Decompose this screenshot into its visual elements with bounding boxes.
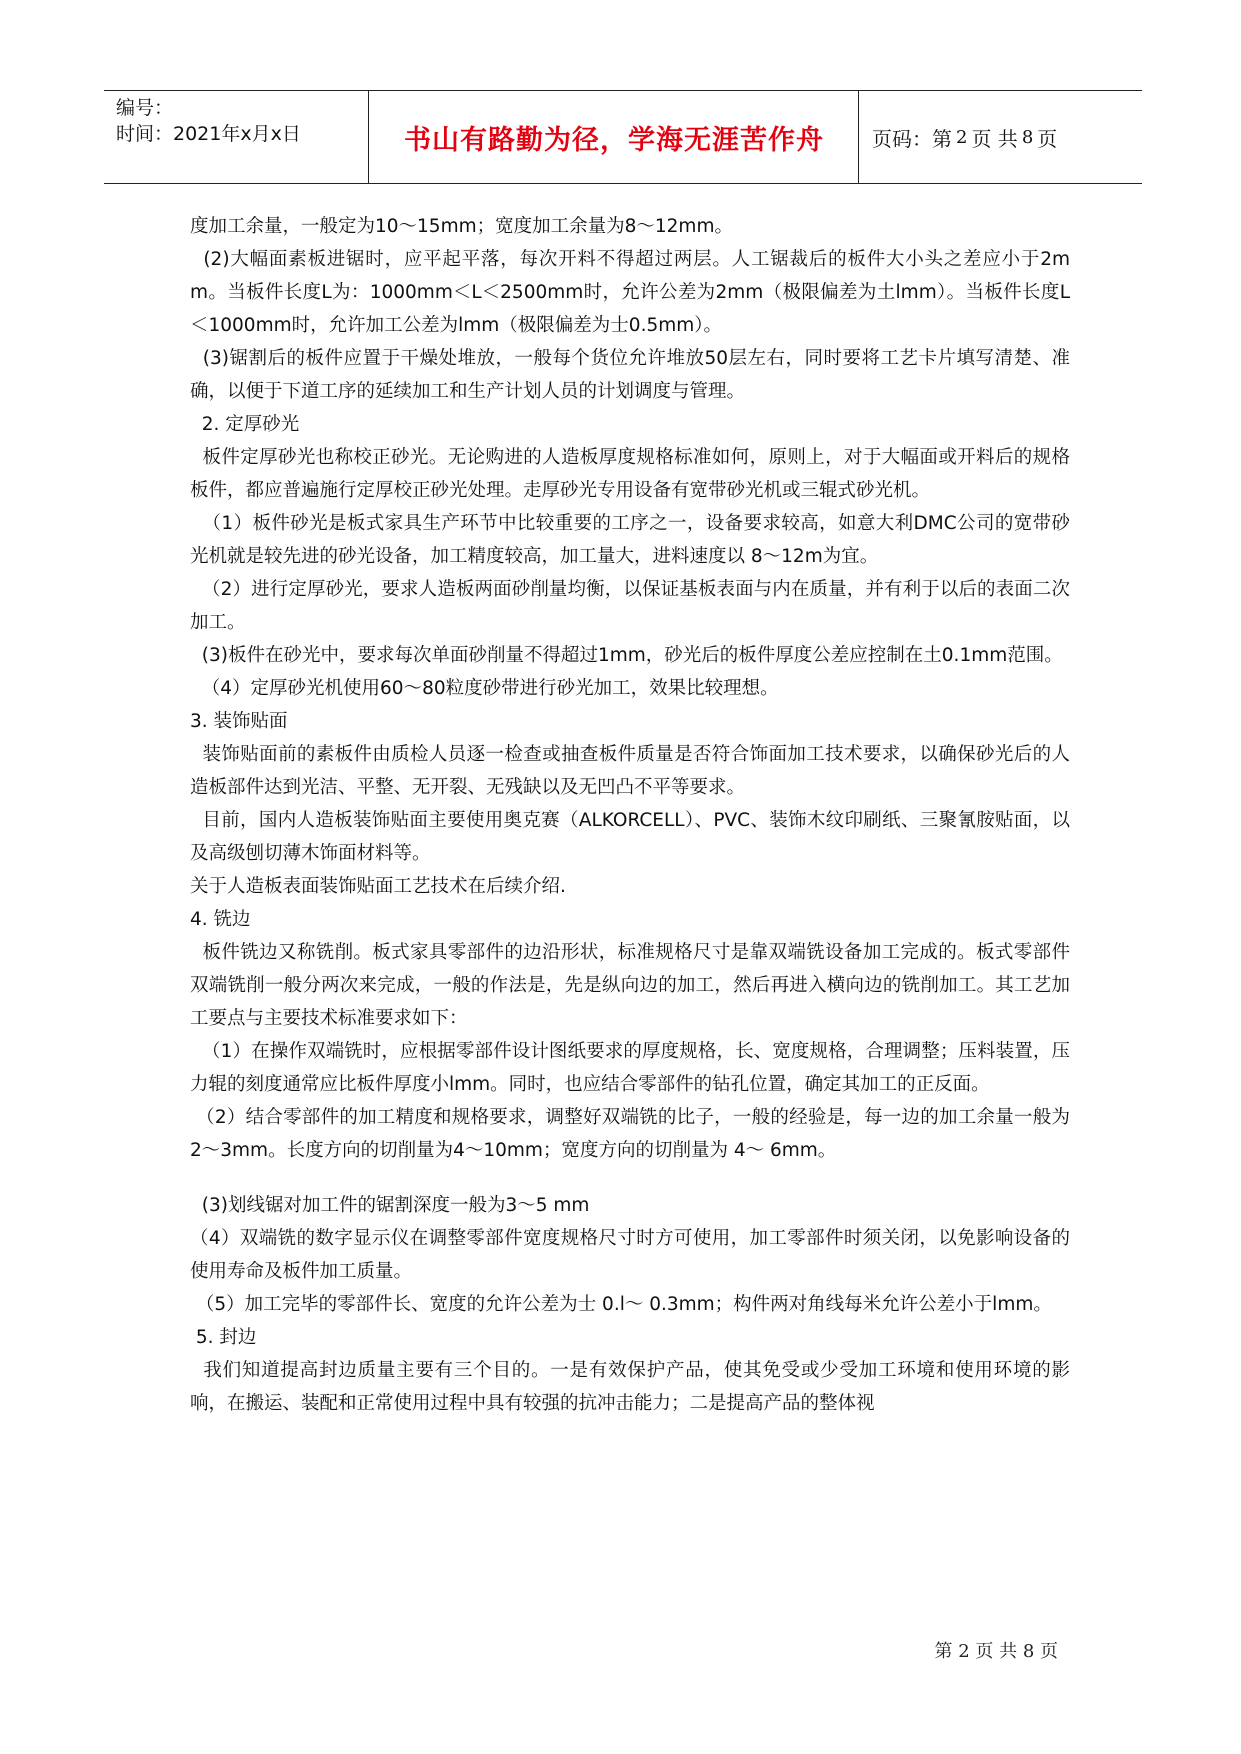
page-total: 8 <box>1021 126 1034 148</box>
header-page-code <box>872 91 1057 183</box>
page-prefix: 页码：第 <box>872 126 952 151</box>
header-divider <box>368 91 369 183</box>
paragraph: （5）加工完毕的零部件长、宽度的允许公差为士 0.l～ 0.3mm；构件两对角线每米允许公差小于lmm。 <box>190 1294 1052 1315</box>
paragraph: （1）板件砂光是板式家具生产环节中比较重要的工序之一，设备要求较高，如意大利DMC公司的宽带砂光机就是较先进的砂光设备，加工精度较高，加工量大，进料速度以 8～12m为宜。 <box>190 513 1070 567</box>
paragraph: (3)板件在砂光中，要求每次单面砂削量不得超过1mm，砂光后的板件厚度公差应控制在土0.1mm范围。 <box>190 645 1063 666</box>
page-footer: 第 2 页 共 8 页 <box>934 1641 1058 1662</box>
paragraph: （4）定厚砂光机使用60～80粒度砂带进行砂光加工，效果比较理想。 <box>190 678 779 699</box>
paragraph: （1）在操作双端铣时，应根据零部件设计图纸要求的厚度规格，长、宽度规格，合理调整；压料装置，压力辊的刻度通常应比板件厚度小lmm。同时，也应结合零部件的钻孔位置，确定其加工的正反面。 <box>190 1041 1071 1095</box>
paragraph: 度加工余量，一般定为10～15mm；宽度加工余量为8～12mm。 <box>190 216 733 237</box>
paragraph: (3)锯割后的板件应置于干燥处堆放，一般每个货位允许堆放50层左右，同时要将工艺卡片填写清楚、准确，以便于下道工序的延续加工和生产计划人员的计划调度与管理。 <box>190 348 1071 402</box>
document-header <box>104 90 1142 184</box>
paragraph: (2)大幅面素板进锯时，应平起平落，每次开料不得超过两层。人工锯裁后的板件大小头之差应小于2mm。当板件长度L为：1000mm＜L＜2500mm时，允许公差为2mm（极限偏差为土lmm）。当板件长度L＜1000mm时，允许加工公差为lmm（极限偏差为士0.5mm）。 <box>190 249 1070 336</box>
serial-label: 编号： <box>116 97 174 119</box>
paragraph: 装饰贴面前的素板件由质检人员逐一检查或抽查板件质量是否符合饰面加工技术要求，以确保砂光后的人造板部件达到光洁、平整、无开裂、无残缺以及无凹凸不平等要求。 <box>190 744 1070 798</box>
section-heading: 2. 定厚砂光 <box>190 414 300 435</box>
paragraph: （4）双端铣的数字显示仪在调整零部件宽度规格尺寸时方可使用，加工零部件时须关闭，以免影响设备的使用寿命及板件加工质量。 <box>190 1228 1070 1282</box>
paragraph: 板件铣边又称铣削。板式家具零部件的边沿形状，标准规格尺寸是靠双端铣设备加工完成的。板式零部件双端铣削一般分两次来完成，一般的作法是，先是纵向边的加工，然后再进入横向边的铣削加工。其工艺加工要点与主要技术标准要求如下： <box>190 942 1070 1029</box>
paragraph: （2）进行定厚砂光，要求人造板两面砂削量均衡，以保证基板表面与内在质量，并有利于以后的表面二次加工。 <box>190 579 1071 633</box>
paragraph: 关于人造板表面装饰贴面工艺技术在后续介绍. <box>190 876 566 897</box>
page-middle: 页 共 <box>971 126 1018 151</box>
header-divider <box>858 91 859 183</box>
page-suffix: 页 <box>1037 126 1058 151</box>
paragraph: （2）结合零部件的加工精度和规格要求，调整好双端铣的比子，一般的经验是，每一边的加工余量一般为2～3mm。长度方向的切削量为4～10mm；宽度方向的切削量为 4～ 6mm。 <box>190 1107 1070 1161</box>
page-current: 2 <box>956 126 968 148</box>
header-meta <box>116 95 366 147</box>
header-motto: 书山有路勤为径，学海无涯苦作舟 <box>404 124 824 156</box>
section-heading: 3. 装饰贴面 <box>190 711 288 732</box>
paragraph: 板件定厚砂光也称校正砂光。无论购进的人造板厚度规格标准如何，原则上，对于大幅面或开料后的规格板件，都应普遍施行定厚校正砂光处理。走厚砂光专用设备有宽带砂光机或三辊式砂光机。 <box>190 447 1070 501</box>
section-heading: 4. 铣边 <box>190 909 251 930</box>
time-label: 时间：2021年x月x日 <box>116 123 301 145</box>
document-body <box>190 210 1070 1420</box>
paragraph: (3)划线锯对加工件的锯割深度一般为3～5 mm <box>190 1195 590 1216</box>
paragraph: 我们知道提高封边质量主要有三个目的。一是有效保护产品，使其免受或少受加工环境和使用环境的影响，在搬运、装配和正常使用过程中具有较强的抗冲击能力；二是提高产品的整体视 <box>190 1360 1070 1414</box>
section-heading: 5. 封边 <box>190 1327 257 1348</box>
paragraph: 目前，国内人造板装饰贴面主要使用奥克赛（ALKORCELL）、PVC、装饰木纹印刷纸、三聚氰胺贴面，以及高级刨切薄木饰面材料等。 <box>190 810 1070 864</box>
paragraph-gap <box>190 1167 1070 1189</box>
